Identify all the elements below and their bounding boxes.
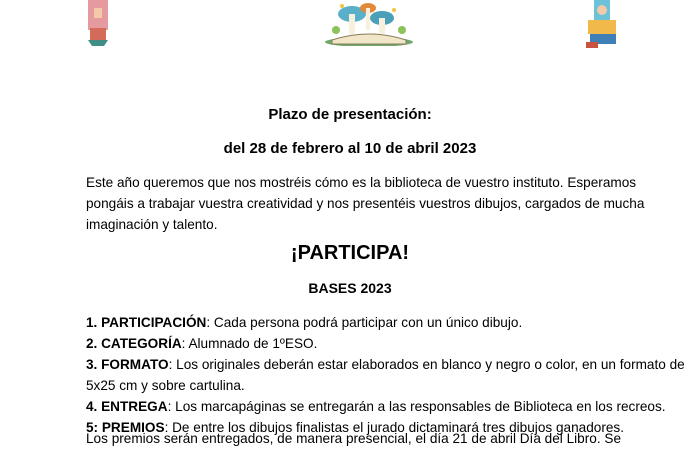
deadline-dates: del 28 de febrero al 10 de abril 2023 [223,140,477,157]
book-character-illustration [84,0,112,46]
intro-paragraph: Este año queremos que nos mostréis cómo es la biblioteca de vuestro instituto. Esperamos pongáis a trabajar vuestra creatividad y nos presentéis vuestros dibujos, cargados de mucha imaginación y talento. [86,175,645,232]
rule-label: 3. FORMATO [86,357,169,372]
call-to-action-heading: ¡PARTICIPA! [290,242,410,264]
reading-child-illustration [584,0,620,48]
rule-label: 4. ENTREGA [86,399,168,414]
rule-label: 5: PREMIOS [86,420,165,435]
rule-label: 2. CATEGORÍA [86,336,182,351]
rule-item [86,396,696,417]
prize-line: Los premios serán entregados, de manera presencial, el día 21 de abril Día del Libro. Se [86,431,622,446]
rule-text: : Los marcapáginas se entregarán a las responsables de Biblioteca en los recreos. [167,399,666,414]
rule-label: 1. PARTICIPACIÓN [86,315,207,330]
rule-text: : Alumnado de 1ºESO. [181,336,318,351]
rule-item [86,312,696,333]
deadline-label: Plazo de presentación: [268,106,432,123]
rule-item [86,354,696,396]
rule-text: : Cada persona podrá participar con un único dibujo. [206,315,523,330]
mushroom-book-illustration [322,0,416,46]
rule-text: : Los originales deberán estar elaborados en blanco y negro o color, en un formato de 5x25 cm y sobre cartulina. [86,357,685,393]
rule-item [86,333,696,354]
rules-list [86,312,696,438]
bases-title: BASES 2023 [308,280,392,296]
rule-text: : De entre los dibujos finalistas el jurado dictaminará tres dibujos ganadores. [164,420,624,435]
